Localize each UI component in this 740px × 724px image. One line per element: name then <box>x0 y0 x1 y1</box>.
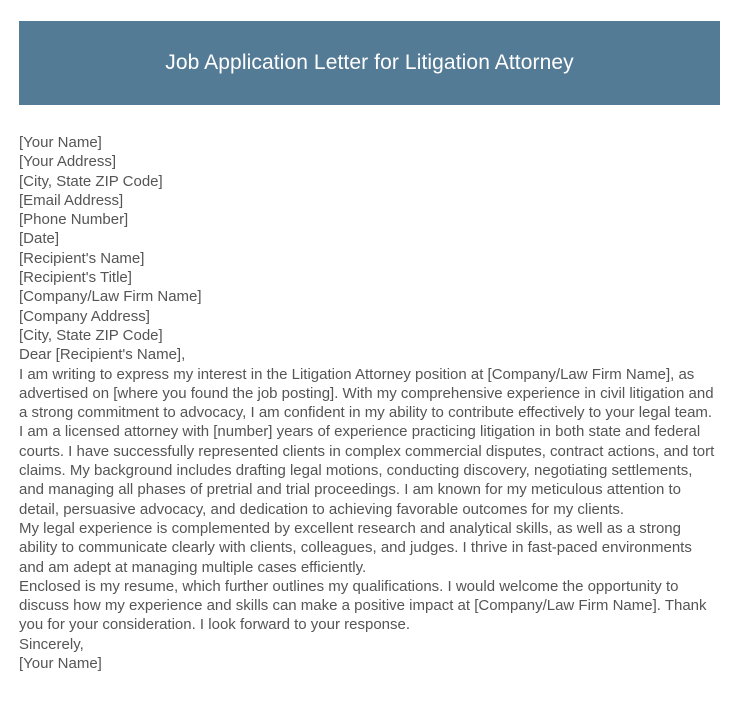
letter-line: [Your Name] <box>19 134 102 151</box>
letter-paragraph: My legal experience is complemented by excellent research and analytical skills, as well as a strong ability to communicate clearly with clients, colleagues, and judges. I thrive in fast-paced environments and am adept at managing multiple cases efficiently. <box>19 519 692 576</box>
letter-closing: Sincerely, <box>19 635 84 653</box>
letter-line: [Date] <box>19 230 60 248</box>
letter-paragraph: I am writing to express my interest in the Litigation Attorney position at [Company/Law Firm Name], as advertised on [where you found the job posting]. With my comprehensive experience in civil litigation and a strong commitment to advocacy, I am confident in my ability to contribute effectively to your legal team. <box>19 365 714 422</box>
letter-line: [Company/Law Firm Name] <box>19 288 202 306</box>
letter-line: [Phone Number] <box>19 211 129 229</box>
letter-line: [Your Address] <box>19 153 117 171</box>
letter-line: [City, State ZIP Code] <box>19 326 163 344</box>
letter-paragraph: I am a licensed attorney with [number] years of experience practicing litigation in both state and federal courts. I have successfully represented clients in complex commercial disputes, contract actions, and tort claims. My background includes drafting legal motions, conducting discovery, negotiating settlements, and managing all phases of pretrial and trial proceedings. I am known for my meticulous attention to detail, persuasive advocacy, and dedication to achieving favorable outcomes for my clients. <box>19 423 715 518</box>
letter-salutation: Dear [Recipient's Name], <box>19 346 186 364</box>
letter-line: [Recipient's Title] <box>19 269 132 287</box>
letter-signature: [Your Name] <box>19 655 102 673</box>
letter-line: [Recipient's Name] <box>19 249 145 267</box>
letter-line: [City, State ZIP Code] <box>19 172 163 190</box>
letter-paragraph: Enclosed is my resume, which further outlines my qualifications. I would welcome the opportunity to discuss how my experience and skills can make a positive impact at [Company/Law Firm Name]. Thank you for your consideration. I look forward to your response. <box>19 577 707 634</box>
page-title: Job Application Letter for Litigation Attorney <box>165 51 574 75</box>
document-header-banner <box>19 21 720 105</box>
letter-body <box>19 133 719 673</box>
letter-line: [Company Address] <box>19 307 150 325</box>
letter-line: [Email Address] <box>19 191 124 209</box>
